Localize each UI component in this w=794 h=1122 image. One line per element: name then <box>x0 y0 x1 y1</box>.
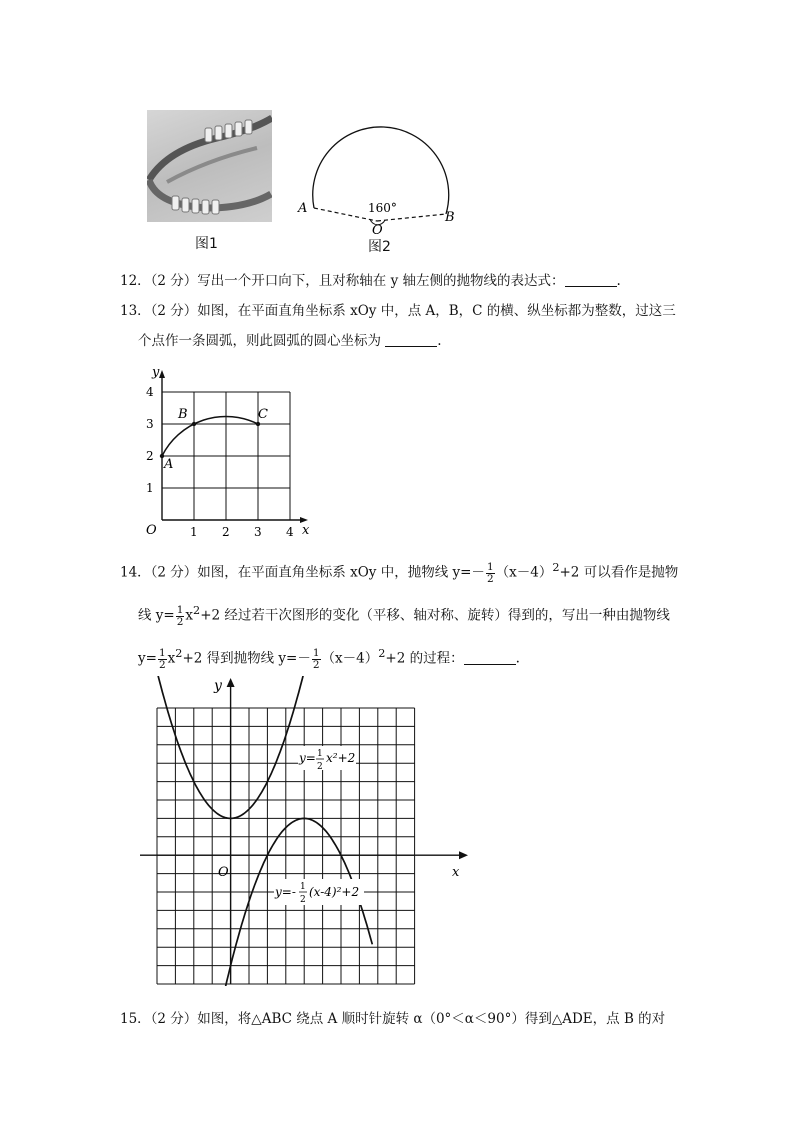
point-b-label: B <box>445 210 455 225</box>
q14-parabola-graph <box>140 676 480 986</box>
curve-2-label-den: 2 <box>300 895 306 905</box>
figure2-arc-diagram <box>290 118 470 248</box>
numerator: 1 <box>312 646 320 659</box>
curve-2-label-pre: y=- <box>275 885 296 899</box>
point-a-label: A <box>298 201 308 216</box>
period: . <box>515 650 520 667</box>
q14-text: （x－4） <box>321 650 379 667</box>
point-o-label: O <box>372 223 383 238</box>
point-b <box>192 422 196 426</box>
x-tick-1: 1 <box>190 525 198 539</box>
y-axis-arrow <box>227 678 235 687</box>
angle-label: 160° <box>368 201 397 215</box>
q14-text: （x－4） <box>495 564 553 581</box>
question-13-text-2: 个点作一条圆弧，则此圆弧的圆心坐标为 <box>138 333 381 349</box>
fraction <box>176 605 185 628</box>
question-14-line-3 <box>138 637 698 676</box>
point-c-label: C <box>258 407 268 422</box>
q14-text: x <box>185 607 194 624</box>
answer-blank <box>565 272 617 287</box>
x-tick-4: 4 <box>286 525 294 539</box>
y-tick-1: 1 <box>146 481 154 495</box>
curve-2-label-num: 1 <box>300 882 306 892</box>
radius-ob <box>377 214 446 221</box>
y-axis-arrow <box>159 370 165 378</box>
question-13-text-1: 13．（2 分）如图，在平面直角坐标系 xOy 中，点 A，B，C 的横、纵坐标都为整数，过这三 <box>120 303 676 319</box>
x-axis-label: x <box>452 865 460 880</box>
figure1-photo <box>147 110 272 222</box>
curve-2-label <box>274 879 364 905</box>
grid <box>157 708 415 984</box>
q14-text: +2 的过程： <box>385 650 464 667</box>
numerator: 1 <box>158 646 166 659</box>
numerator: 1 <box>176 603 184 616</box>
question-14-line-1 <box>120 551 680 590</box>
denominator: 2 <box>158 658 166 671</box>
figure1-caption: 图1 <box>195 236 218 252</box>
question-14-line-2 <box>138 594 698 633</box>
x-tick-3: 3 <box>254 525 262 539</box>
q14-text: +2 得到抛物线 y=－ <box>182 650 311 667</box>
curve-1-label-den: 2 <box>317 762 323 772</box>
fraction <box>486 562 495 585</box>
arc-abc <box>162 416 258 456</box>
denominator: 2 <box>176 615 184 628</box>
q14-text: y= <box>138 650 157 667</box>
answer-blank <box>385 332 437 347</box>
question-12-text: 12．（2 分）写出一个开口向下，且对称轴在 y 轴左侧的抛物线的表达式： <box>120 273 565 289</box>
figure1-illustration <box>147 110 272 222</box>
x-axis-arrow <box>459 851 468 859</box>
figure2-caption: 图2 <box>368 239 391 255</box>
origin-label: O <box>146 523 157 538</box>
question-13-line-2 <box>138 324 698 358</box>
question-13-line-1 <box>120 294 680 328</box>
y-axis-label: y <box>214 678 222 694</box>
q13-coordinate-graph <box>140 362 320 542</box>
curve-1-label <box>298 746 356 772</box>
numerator: 1 <box>486 560 494 573</box>
fraction <box>158 648 167 671</box>
point-b-label: B <box>178 407 188 422</box>
point-a-label: A <box>164 457 174 472</box>
curve-2-label-post: (x-4)²+2 <box>309 885 360 899</box>
y-tick-2: 2 <box>146 449 154 463</box>
y-tick-4: 4 <box>146 385 154 399</box>
fraction <box>312 648 321 671</box>
point-c <box>256 422 260 426</box>
curve-1-label-pre: y= <box>299 751 316 765</box>
exponent: 2 <box>193 604 201 617</box>
curve-1-label-num: 1 <box>317 749 323 759</box>
exponent: 2 <box>552 561 560 574</box>
question-12 <box>120 264 680 298</box>
x-tick-2: 2 <box>222 525 230 539</box>
question-15 <box>120 1002 680 1036</box>
period: . <box>437 333 442 349</box>
exponent: 2 <box>175 647 183 660</box>
period: . <box>616 273 621 289</box>
exponent: 2 <box>378 647 386 660</box>
q14-text: +2 可以看作是抛物 <box>559 564 679 581</box>
answer-blank <box>464 650 516 665</box>
origin-label: O <box>218 865 229 880</box>
q14-text: 14．（2 分）如图，在平面直角坐标系 xOy 中，抛物线 y=－ <box>120 564 485 581</box>
x-axis-label: x <box>302 523 310 538</box>
question-15-text: 15．（2 分）如图，将△ABC 绕点 A 顺时针旋转 α（0°＜α＜90°）得到△ADE，点 B 的对 <box>120 1011 666 1027</box>
q14-text: x <box>167 650 176 667</box>
denominator: 2 <box>312 658 320 671</box>
denominator: 2 <box>486 572 494 585</box>
q14-text: +2 经过若干次图形的变化（平移、轴对称、旋转）得到的，写出一种由抛物线 <box>200 607 670 624</box>
y-axis-label: y <box>152 365 160 380</box>
q14-text: 线 y= <box>138 607 175 624</box>
y-tick-3: 3 <box>146 417 154 431</box>
curve-1-label-post: x²+2 <box>326 751 356 765</box>
